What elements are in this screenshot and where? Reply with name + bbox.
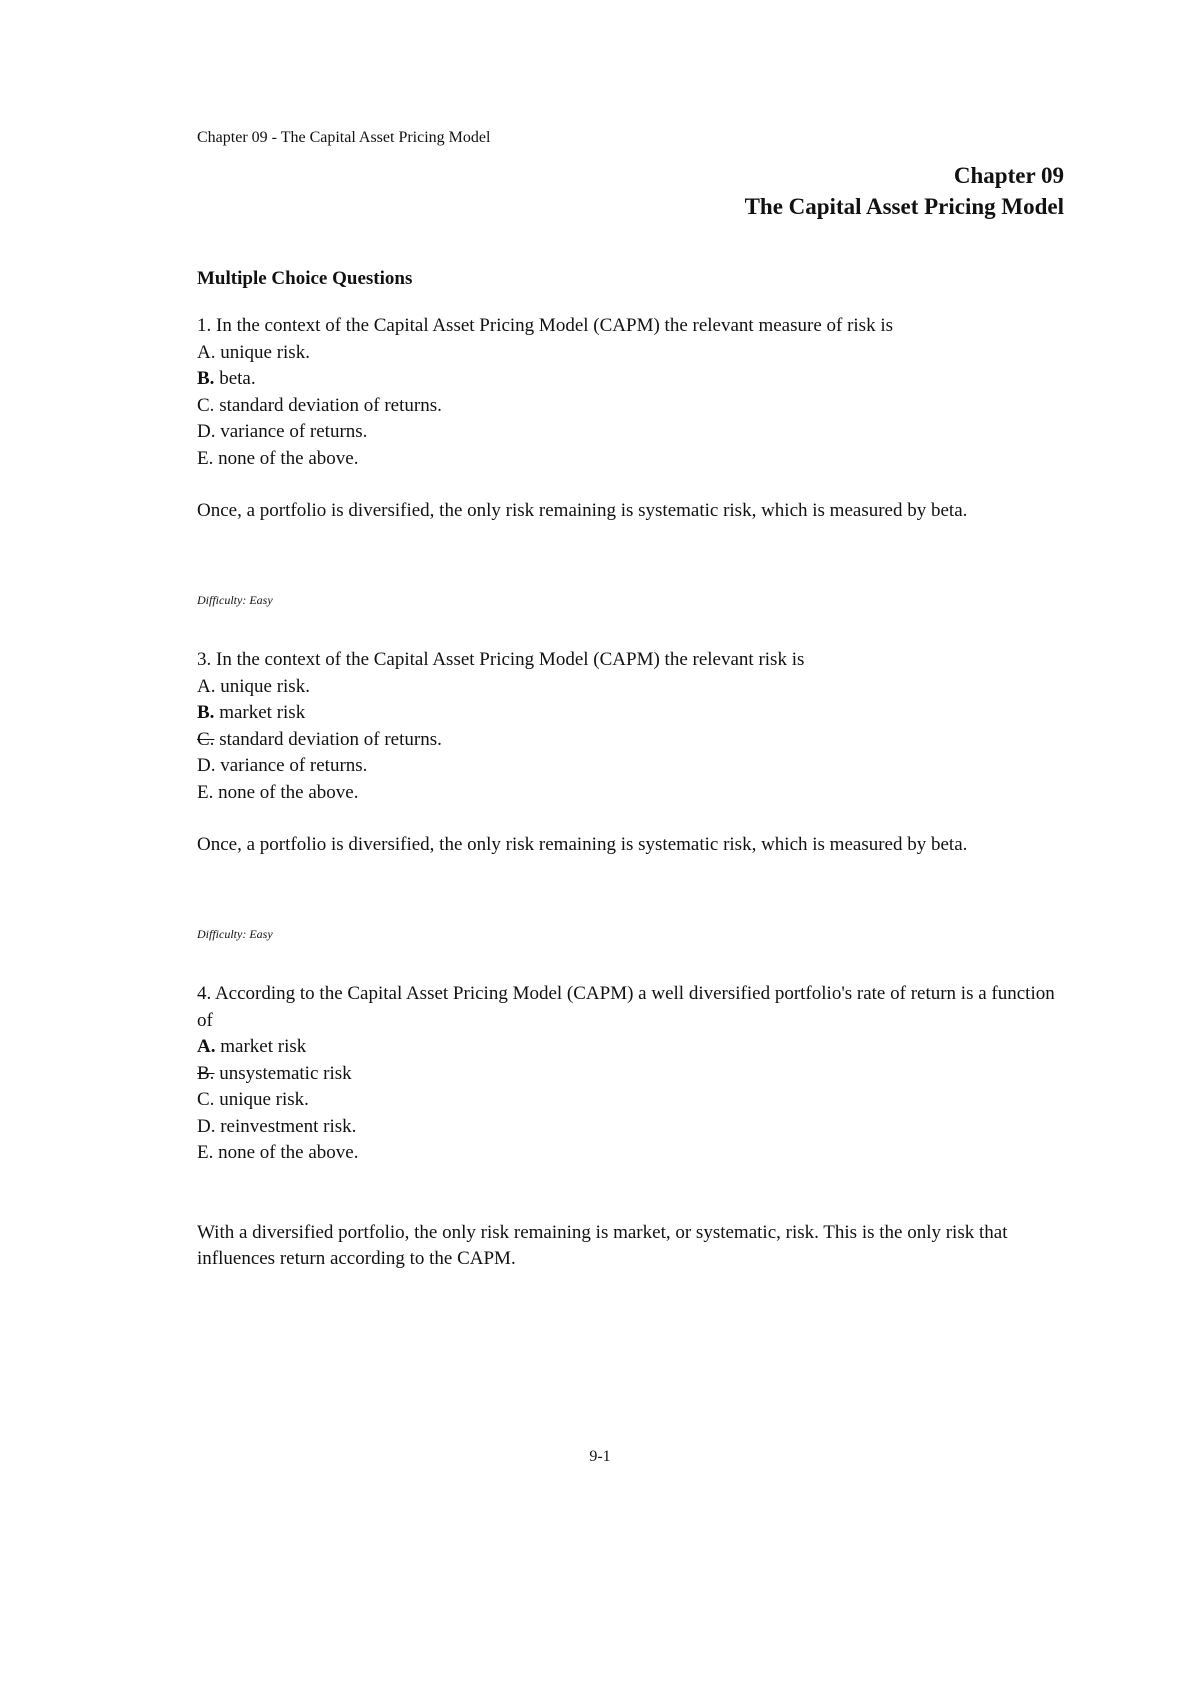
option-letter: C.	[197, 1089, 215, 1110]
option-letter: B.	[197, 368, 215, 389]
question-1	[197, 313, 1067, 607]
difficulty-label: Difficulty: Easy	[197, 593, 273, 607]
option-letter: B.	[197, 1062, 215, 1084]
answer-explanation: Once, a portfolio is diversified, the only risk remaining is systematic risk, which is measured by beta.	[197, 500, 968, 521]
option-text: unsystematic risk	[214, 1062, 352, 1084]
chapter-number: Chapter 09	[953, 163, 1064, 188]
option-c	[197, 727, 1067, 754]
chapter-title	[745, 160, 1064, 222]
option-e	[197, 446, 1067, 473]
chapter-name: The Capital Asset Pricing Model	[744, 194, 1064, 219]
option-letter: A.	[197, 1036, 216, 1057]
question-stem: 3. In the context of the Capital Asset Pricing Model (CAPM) the relevant risk is	[197, 649, 805, 670]
option-letter: D.	[197, 1115, 216, 1137]
option-text: market risk	[215, 1036, 307, 1057]
option-text: market risk	[214, 702, 306, 723]
option-letter: C.	[197, 728, 215, 750]
option-letter: E.	[197, 1142, 214, 1163]
option-letter: E.	[197, 781, 214, 803]
option-letter: B.	[197, 702, 215, 723]
option-text: unique risk.	[214, 1089, 309, 1110]
page-number: 9-1	[589, 1448, 611, 1465]
question-4	[197, 981, 1067, 1273]
option-d	[197, 1114, 1067, 1141]
option-e	[197, 1140, 1067, 1167]
option-text: variance of returns.	[215, 421, 368, 442]
question-3	[197, 647, 1067, 941]
option-a-correct	[197, 1034, 1067, 1061]
option-e	[197, 780, 1067, 807]
question-stem: 4. According to the Capital Asset Pricing Model (CAPM) a well diversified portfolio's rate of return is a function of	[197, 983, 1055, 1031]
option-text: standard deviation of returns.	[214, 394, 442, 416]
option-b-correct	[197, 366, 1067, 393]
option-text: beta.	[214, 368, 256, 389]
running-header: Chapter 09 - The Capital Asset Pricing Model	[197, 129, 491, 146]
option-text: none of the above.	[213, 447, 359, 469]
difficulty-label: Difficulty: Easy	[197, 927, 273, 941]
option-letter: C.	[197, 394, 215, 416]
option-letter: A.	[197, 341, 216, 363]
option-b	[197, 1061, 1067, 1088]
option-letter: D.	[197, 421, 216, 442]
option-b-correct	[197, 700, 1067, 727]
option-letter: E.	[197, 447, 214, 469]
answer-explanation: With a diversified portfolio, the only risk remaining is market, or systematic, risk. This is the only risk that influences return according to the CAPM.	[197, 1221, 1008, 1269]
option-text: unique risk.	[215, 675, 310, 697]
option-c	[197, 1087, 1067, 1114]
answer-explanation: Once, a portfolio is diversified, the only risk remaining is systematic risk, which is measured by beta.	[197, 834, 968, 855]
option-text: reinvestment risk.	[215, 1115, 357, 1137]
option-a	[197, 674, 1067, 701]
option-c	[197, 393, 1067, 420]
option-text: none of the above.	[213, 1142, 359, 1163]
option-text: standard deviation of returns.	[214, 728, 442, 750]
section-heading: Multiple Choice Questions	[197, 268, 413, 289]
question-stem: 1. In the context of the Capital Asset Pricing Model (CAPM) the relevant measure of risk is	[197, 315, 893, 336]
option-text: none of the above.	[213, 781, 359, 803]
option-text: unique risk.	[215, 341, 310, 363]
option-a	[197, 340, 1067, 367]
option-d	[197, 753, 1067, 780]
option-text: variance of returns.	[215, 755, 368, 776]
option-letter: A.	[197, 675, 216, 697]
option-d	[197, 419, 1067, 446]
option-letter: D.	[197, 755, 216, 776]
